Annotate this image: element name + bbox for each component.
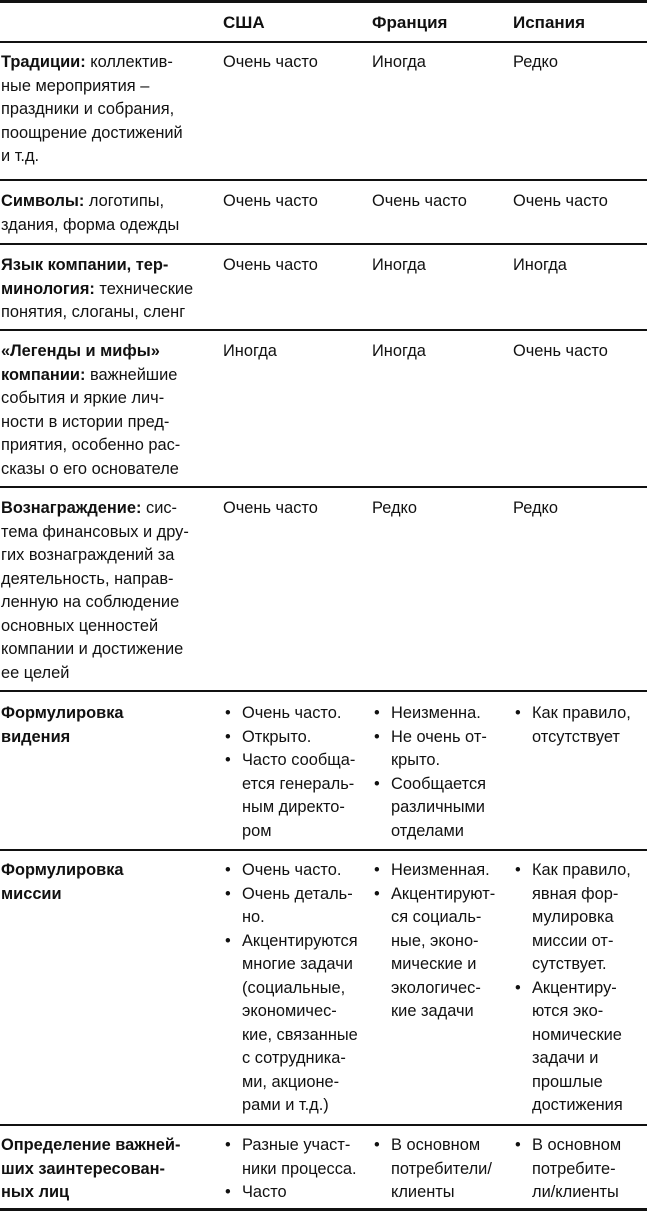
bullet-list-spain [513, 702, 647, 749]
cell-usa: Очень часто [223, 256, 318, 274]
cell-usa: Иногда [223, 342, 277, 360]
list-item: • В основном потребители/ клиенты [372, 1134, 512, 1205]
cell-usa: Очень часто [223, 53, 318, 71]
list-item: • Очень деталь- но. [223, 883, 375, 930]
list-item: • Часто сообща- ется генераль- ным директо- ром [223, 749, 375, 843]
row-divider [0, 486, 647, 488]
cell-france: Очень часто [372, 192, 467, 210]
row-label: Формулировка видения [1, 704, 124, 746]
list-item: • Как правило, явная фор- мулировка миссии от- сутствует. [513, 859, 647, 977]
bullet-list-france [372, 859, 512, 1024]
bullet-list-spain [513, 859, 647, 1118]
list-item: • Очень часто. [223, 702, 375, 726]
bullet-list-usa [223, 702, 375, 843]
row-divider [0, 243, 647, 245]
bullet-list-france [372, 1134, 512, 1205]
cell-spain: Редко [513, 53, 559, 71]
list-item: • Как правило, отсутствует [513, 702, 647, 749]
row-divider [0, 179, 647, 181]
cell-france: Иногда [372, 256, 426, 274]
cell-usa: Очень часто [223, 192, 318, 210]
list-item: • Акцентируют- ся социаль- ные, эконо- мические и экологичес- кие задачи [372, 883, 512, 1024]
header-spain: Испания [513, 13, 586, 32]
list-item: • Неизменна. [372, 702, 512, 726]
row-divider [0, 1124, 647, 1126]
top-rule [0, 0, 647, 3]
bullet-list-usa [223, 1134, 375, 1205]
cell-france: Иногда [372, 342, 426, 360]
header-usa: США [223, 13, 265, 32]
cell-usa: Очень часто [223, 499, 318, 517]
list-item: • Акцентиру- ются эко- номические задачи и прошлые достижения [513, 977, 647, 1118]
list-item: • Открыто. [223, 726, 375, 750]
table-header [0, 8, 647, 36]
cell-france: Редко [372, 499, 418, 517]
cell-spain: Редко [513, 499, 559, 517]
list-item: • Не очень от- крыто. [372, 726, 512, 773]
bullet-list-usa [223, 859, 375, 1118]
header-divider [0, 41, 647, 43]
list-item: • Неизменная. [372, 859, 512, 883]
row-label: Вознаграждение: сис- тема финансовых и дру- гих вознаграждений за деятельность, направ- ленную на соблюдение основных ценностей компании и достижение ее целей [1, 499, 189, 682]
bullet-list-spain [513, 1134, 647, 1205]
list-item: • Часто [223, 1181, 375, 1205]
list-item: • В основном потребите- ли/клиенты [513, 1134, 647, 1205]
row-label: Язык компании, тер- минология: технические понятия, слоганы, сленг [1, 256, 194, 321]
header-france: Франция [372, 13, 448, 32]
list-item: • Акцентируются многие задачи (социальные, экономичес- кие, связанные с сотрудника- ми, акционе- рами и т.д.) [223, 930, 375, 1118]
list-item: • Очень часто. [223, 859, 375, 883]
bullet-list-france [372, 702, 512, 843]
row-label: «Легенды и мифы» компании: важнейшие события и яркие лич- ности в истории пред- приятия, особенно рас- сказы о его основателе [1, 342, 181, 478]
cell-spain: Очень часто [513, 342, 608, 360]
row-divider [0, 849, 647, 851]
row-divider [0, 329, 647, 331]
bottom-rule [0, 1208, 647, 1211]
row-label: Символы: логотипы, здания, форма одежды [1, 192, 180, 234]
row-label: Традиции: коллектив- ные мероприятия – праздники и собрания, поощрение достижений и т.д. [1, 53, 183, 165]
row-divider [0, 690, 647, 692]
cell-france: Иногда [372, 53, 426, 71]
list-item: • Сообщается различными отделами [372, 773, 512, 844]
list-item: • Разные участ- ники процесса. [223, 1134, 375, 1181]
cell-spain: Очень часто [513, 192, 608, 210]
row-label: Формулировка миссии [1, 861, 124, 903]
row-label: Определение важней- ших заинтересован- ных лиц [1, 1136, 181, 1201]
cell-spain: Иногда [513, 256, 567, 274]
